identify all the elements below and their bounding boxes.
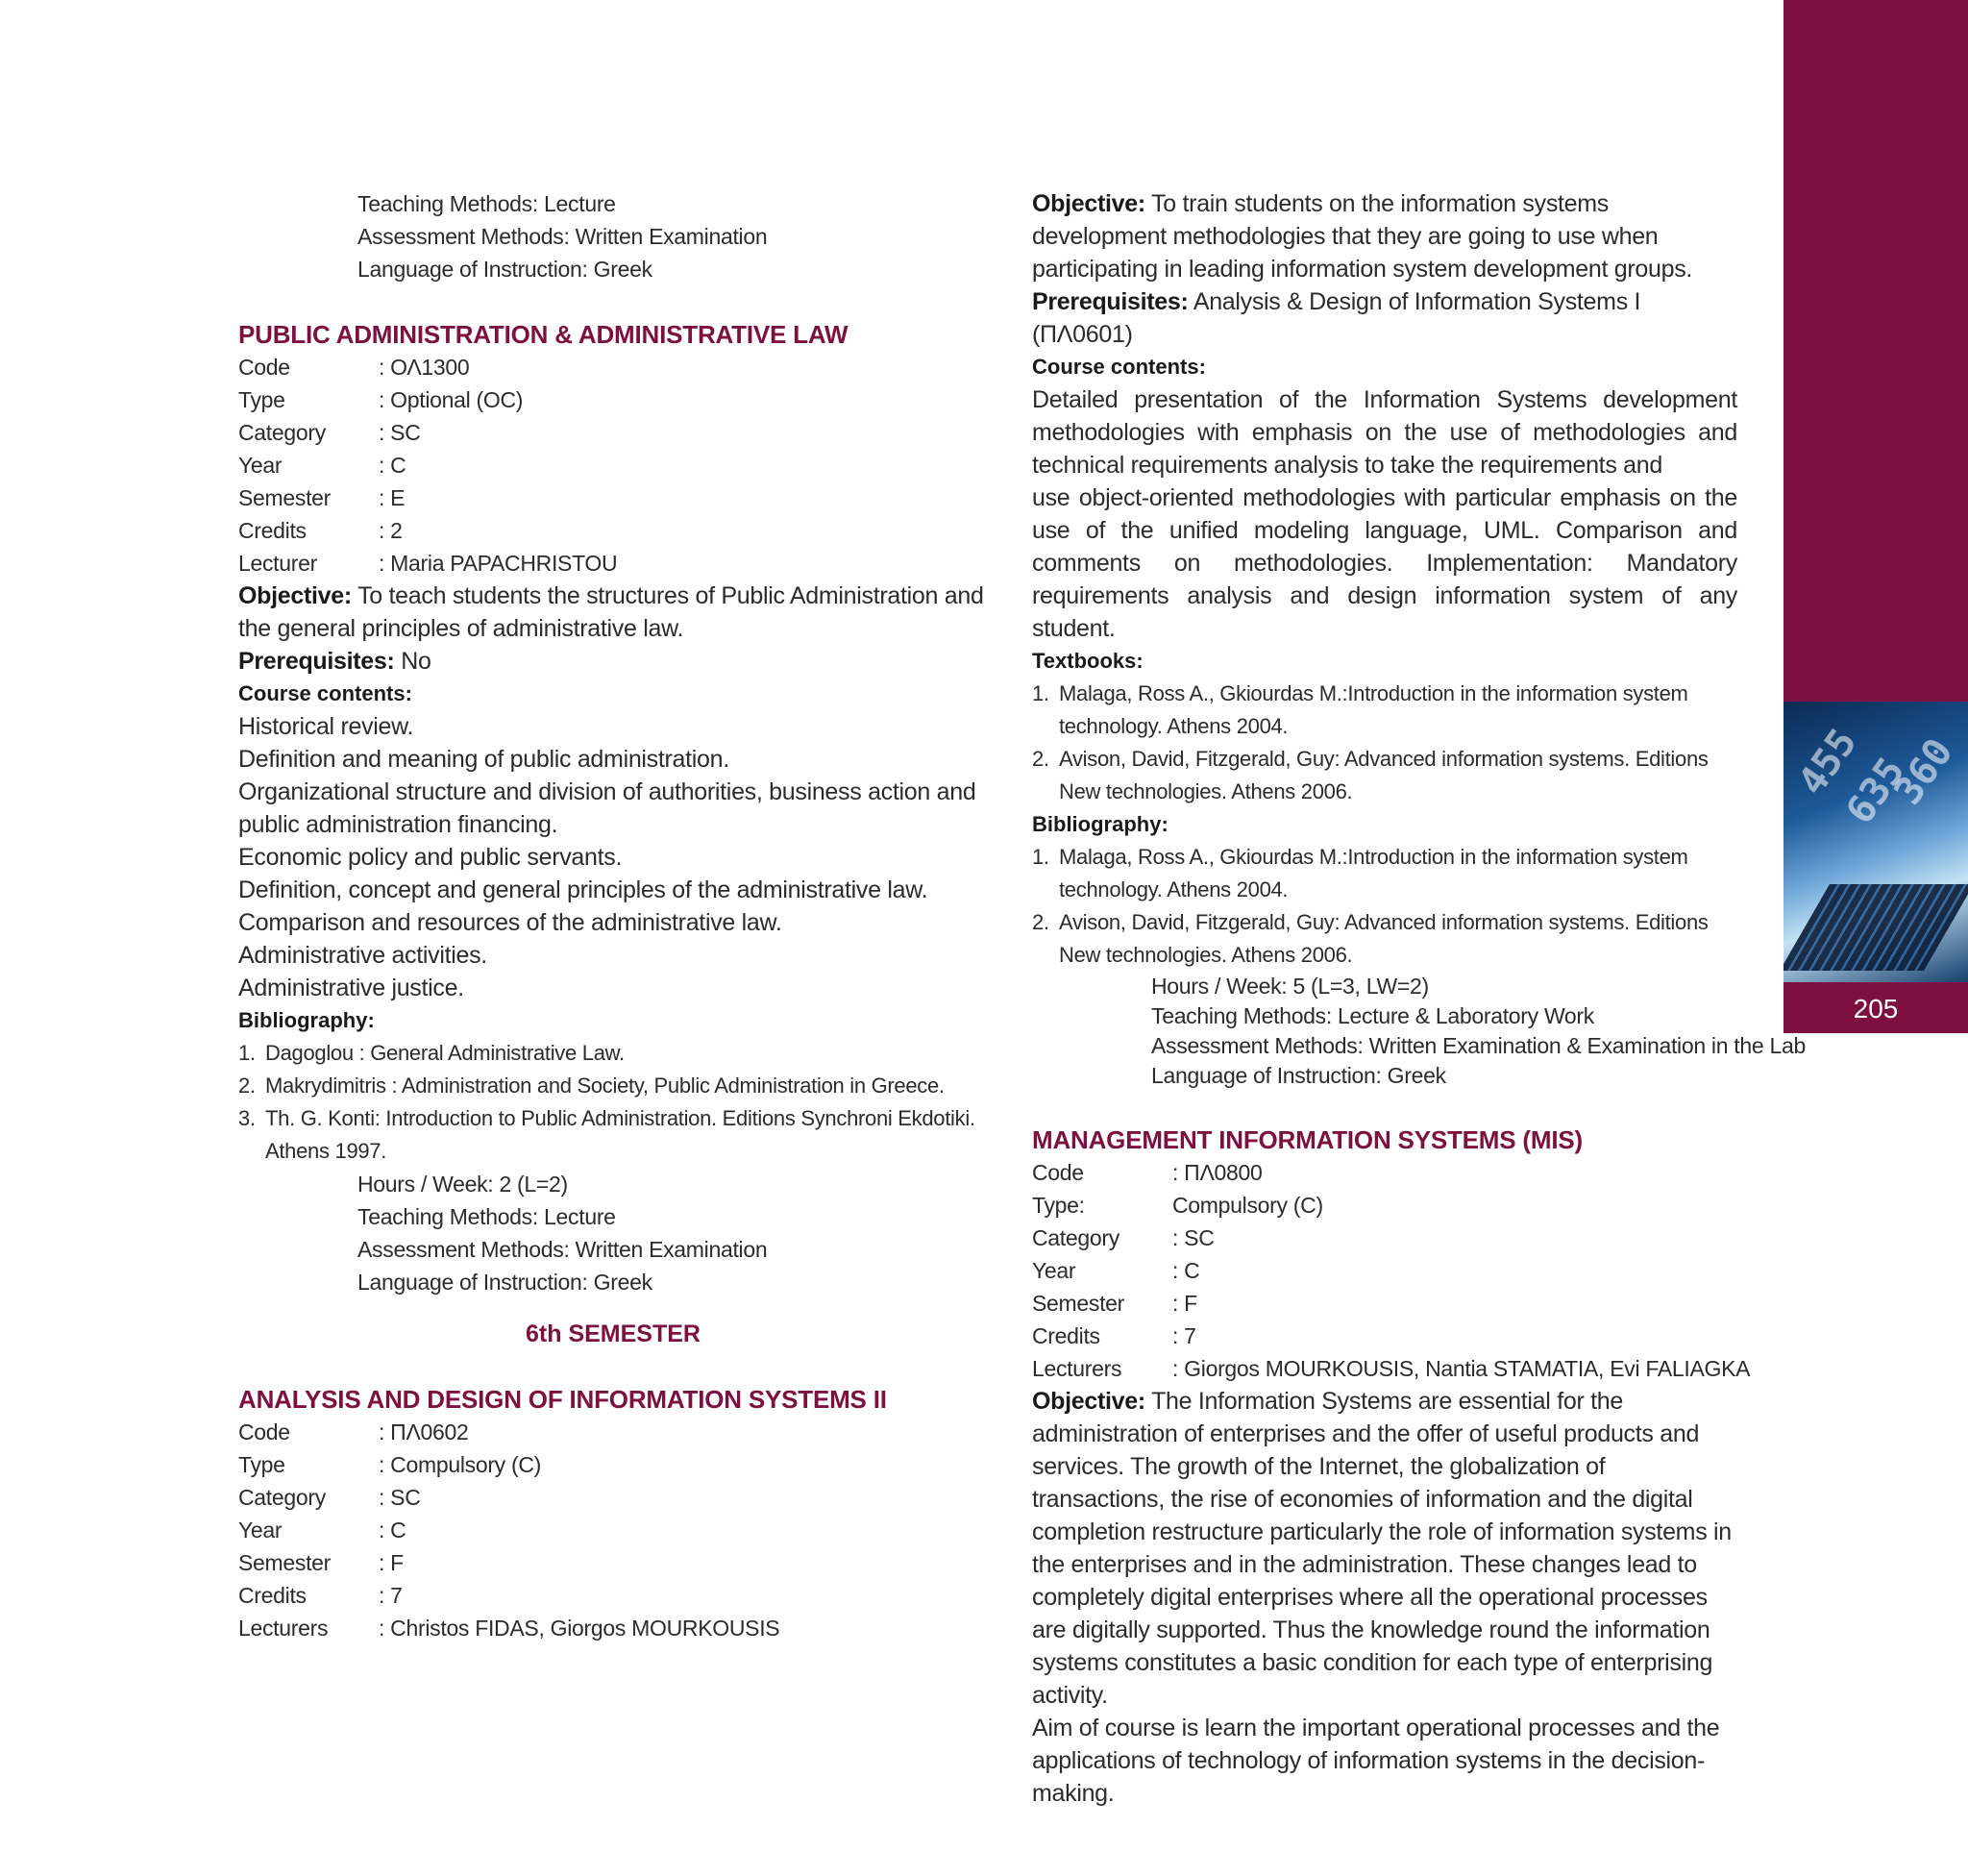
contents-label: Course contents: xyxy=(1032,355,1206,379)
semester-heading: 6th SEMESTER xyxy=(526,1321,701,1347)
textbooks-list xyxy=(1032,678,1737,808)
field-row: Year : C xyxy=(238,453,406,478)
course-title: MANAGEMENT INFORMATION SYSTEMS (MIS) xyxy=(1032,1125,1583,1154)
course-title: PUBLIC ADMINISTRATION & ADMINISTRATIVE LAW xyxy=(238,320,849,349)
photo-digits: 635 xyxy=(1837,750,1914,832)
field-row: Code : ΠΛ0800 xyxy=(1032,1160,1263,1185)
contents-paragraph: Detailed presentation of the Information Systems development methodologies with emphasis on the use of methodologies and technical requirements analysis to take the requirements and xyxy=(1032,386,1737,479)
content-item: Economic policy and public servants. xyxy=(238,844,623,871)
textbooks-label: Textbooks: xyxy=(1032,649,1144,673)
meta-line: Hours / Week: 5 (L=3, LW=2) xyxy=(1151,974,1429,999)
prerequisites: Prerequisites: Analysis & Design of Information Systems I (ΠΛ0601) xyxy=(1032,288,1641,348)
field-row: Credits : 2 xyxy=(238,518,403,543)
list-item: 1. Malaga, Ross A., Gkiourdas M.:Introduction in the information system technology. Athens 2004. xyxy=(1032,845,1688,901)
field-row: Semester : F xyxy=(1032,1291,1197,1316)
meta-line: Teaching Methods: Lecture & Laboratory Work xyxy=(1151,1003,1594,1028)
meta-line: Language of Instruction: Greek xyxy=(357,257,652,282)
bibliography-list xyxy=(1032,841,1737,972)
photo-digits: 360 xyxy=(1885,730,1962,813)
course-title: ANALYSIS AND DESIGN OF INFORMATION SYSTEMS II xyxy=(238,1385,887,1414)
field-row: Category : SC xyxy=(238,1485,421,1510)
objective: Objective: To train students on the information systems development methodologies that they are going to use when participating in leading information system development groups. xyxy=(1032,190,1693,283)
contents-paragraph: use object-oriented methodologies with particular emphasis on the use of the unified modeling language, UML. Comparison and comments on methodologies. Implementation: Mandatory requirements analysis and design information system of any student. xyxy=(1032,484,1737,642)
field-row: Credits : 7 xyxy=(1032,1323,1196,1348)
prerequisites: Prerequisites: No xyxy=(238,648,431,675)
content-item: Definition and meaning of public administration. xyxy=(238,746,729,773)
meta-line: Assessment Methods: Written Examination xyxy=(357,224,768,249)
left-column xyxy=(238,187,988,1644)
field-row: Credits : 7 xyxy=(238,1583,403,1608)
right-column xyxy=(1032,187,1806,1810)
meta-line: Language of Instruction: Greek xyxy=(1151,1063,1446,1088)
aim-paragraph: Aim of course is learn the important operational processes and the applications of technology of information systems in the decision-making. xyxy=(1032,1715,1720,1807)
field-row: Code : ΟΛ1300 xyxy=(238,355,470,380)
field-row: Semester : F xyxy=(238,1550,404,1575)
field-row: Year : C xyxy=(1032,1258,1200,1283)
field-row: Lecturers : Christos FIDAS, Giorgos MOURKOUSIS xyxy=(238,1616,780,1641)
laptop-keyboard xyxy=(1784,884,1968,971)
sidebar-photo xyxy=(1784,702,1968,982)
meta-line: Assessment Methods: Written Examination xyxy=(357,1237,768,1262)
content-item: Comparison and resources of the administrative law. xyxy=(238,909,782,936)
content-item: Definition, concept and general principles of the administrative law. xyxy=(238,876,928,903)
field-row: Category : SC xyxy=(238,420,421,445)
list-item: 2. Makrydimitris : Administration and Society, Public Administration in Greece. xyxy=(238,1074,945,1098)
bibliography-label: Bibliography: xyxy=(238,1008,375,1032)
field-row: Lecturers : Giorgos MOURKOUSIS, Nantia STAMATIA, Evi FALIAGKA xyxy=(1032,1356,1751,1381)
content-item: Organizational structure and division of authorities, business action and public administration financing. xyxy=(238,778,976,838)
list-item: 2. Avison, David, Fitzgerald, Guy: Advanced information systems. Editions New technologies. Athens 2006. xyxy=(1032,910,1709,967)
field-row: Type : Compulsory (C) xyxy=(238,1452,542,1477)
meta-line: Language of Instruction: Greek xyxy=(357,1270,652,1295)
list-item: 3. Th. G. Konti: Introduction to Public Administration. Editions Synchroni Ekdotiki. Athens 1997. xyxy=(238,1106,975,1163)
content-item: Historical review. xyxy=(238,713,414,740)
meta-line: Hours / Week: 2 (L=2) xyxy=(357,1172,568,1197)
field-row: Category : SC xyxy=(1032,1225,1215,1250)
meta-line: Assessment Methods: Written Examination & Examination in the Lab xyxy=(1151,1033,1806,1058)
list-item: 2. Avison, David, Fitzgerald, Guy: Advanced information systems. Editions New technologies. Athens 2006. xyxy=(1032,747,1709,803)
content-item: Administrative activities. xyxy=(238,942,487,969)
field-row: Type: Compulsory (C) xyxy=(1032,1193,1323,1218)
field-row: Code : ΠΛ0602 xyxy=(238,1419,469,1444)
contents-label: Course contents: xyxy=(238,681,412,705)
meta-line: Teaching Methods: Lecture xyxy=(357,191,616,216)
objective: Objective: The Information Systems are essential for the administration of enterprises and the offer of useful products and services. The growth of the Internet, the globalization of transactions, the rise of economies of information and the digital completion restructure particularly the role of information systems in the enterprises and in the administration. These changes lead to completely digital enterprises where all the operational processes are digitally supported. Thus the knowledge round the information systems constitutes a basic condition for each type of enterprising activity. xyxy=(1032,1388,1732,1709)
field-row: Lecturer : Maria PAPACHRISTOU xyxy=(238,551,618,576)
field-row: Semester : E xyxy=(238,485,406,510)
content-item: Administrative justice. xyxy=(238,975,464,1001)
objective: Objective: To teach students the structures of Public Administration and the general principles of administrative law. xyxy=(238,582,984,642)
bibliography-label: Bibliography: xyxy=(1032,812,1168,836)
list-item: 1. Dagoglou : General Administrative Law. xyxy=(238,1041,625,1065)
list-item: 1. Malaga, Ross A., Gkiourdas M.:Introduction in the information system technology. Athens 2004. xyxy=(1032,681,1688,738)
page-number: 205 xyxy=(1853,994,1899,1024)
meta-line: Teaching Methods: Lecture xyxy=(357,1204,616,1229)
field-row: Year : C xyxy=(238,1518,406,1543)
field-row: Type : Optional (OC) xyxy=(238,387,524,412)
photo-digits: 455 xyxy=(1789,721,1866,803)
bibliography-list xyxy=(238,1037,988,1168)
